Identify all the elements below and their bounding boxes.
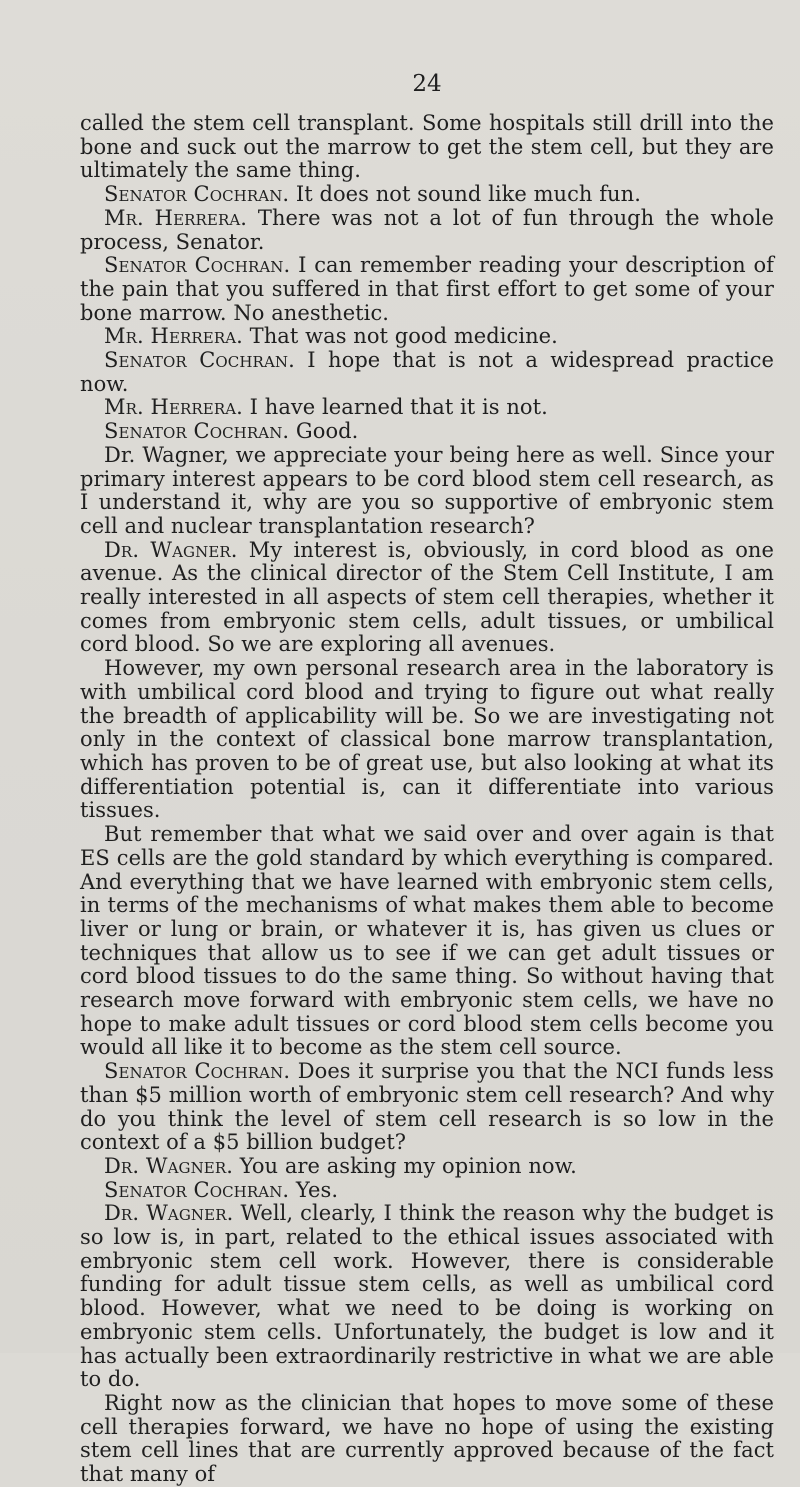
paragraph	[80, 1202, 774, 1392]
paragraph	[80, 183, 774, 207]
speaker-name: Senator Cochran.	[104, 1059, 291, 1084]
body-text	[80, 112, 774, 1487]
speaker-name: Senator Cochran.	[104, 253, 291, 278]
speaker-name: Senator Cochran.	[104, 419, 290, 444]
paragraph	[80, 1155, 774, 1179]
paragraph-text: But remember that what we said over and over again is that ES cells are the gold standard by which everything is compared. And everything that we have learned with embryonic stem cells, in terms of the mechanisms of what makes them able to become liver or lung or brain, or whatever it is, has given us clues or techniques that allow us to see if we can get adult tissues or cord blood tissues to do the same thing. So without having that research move forward with embryonic stem cells, we have no hope to make adult tissues or cord blood stem cells become you would all like it to become as the stem cell source.	[80, 822, 774, 1060]
paragraph-text: I have learned that it is not.	[242, 395, 548, 420]
paragraph-text: I hope that is not a widespread practice now.	[80, 348, 774, 396]
paragraph	[80, 823, 774, 1060]
page-number: 24	[412, 71, 442, 97]
speaker-name: Dr. Wagner.	[104, 1201, 234, 1226]
speaker-name: Mr. Herrera.	[104, 205, 248, 230]
paragraph-text: I can remember reading your description of the pain that you suffered in that first effort to get some of your bone marrow. No anesthetic.	[80, 253, 774, 325]
paragraph	[80, 254, 774, 325]
paragraph-text: That was not good medicine.	[242, 324, 558, 349]
paragraph-text: You are asking my opinion now.	[233, 1153, 577, 1178]
paragraph-text: However, my own personal research area in the laboratory is with umbilical cord blood and trying to figure out what really the breadth of applicability will be. So we are investigating not only in the context of classical bone marrow transplantation, which has proven to be of great use, but also looking at what its differentiation potential is, can it differentiate into various tissues.	[80, 656, 774, 823]
paragraph	[80, 349, 774, 396]
paragraph-text: It does not sound like much fun.	[289, 182, 641, 207]
paragraph	[80, 539, 774, 658]
paragraph-text: Right now as the clinician that hopes to move some of these cell therapies forward, we have no hope of using the existing stem cell lines that are currently approved because of the fact that many of	[80, 1390, 774, 1487]
paragraph	[80, 420, 774, 444]
paragraph	[80, 657, 774, 823]
speaker-name: Mr. Herrera.	[104, 395, 243, 420]
paragraph-text: Does it surprise you that the NCI funds less than $5 million worth of embryonic stem cell research? And why do you think the level of stem cell research is so low in the context of a $5 billion budget?	[80, 1059, 774, 1155]
paragraph-text: Yes.	[289, 1177, 339, 1202]
speaker-name: Senator Cochran.	[104, 348, 295, 373]
paragraph-text: Good.	[289, 419, 359, 444]
paragraph	[80, 396, 774, 420]
paragraph-text: My interest is, obviously, in cord blood as one avenue. As the clinical director of the Stem Cell Institute, I am really interested in all aspects of stem cell therapies, whether it comes from embryonic stem cells, adult tissues, or umbilical cord blood. So we are exploring all avenues.	[80, 537, 774, 657]
speaker-name: Dr. Wagner.	[104, 1153, 234, 1178]
speaker-name: Dr. Wagner.	[104, 537, 238, 562]
paragraph	[80, 1392, 774, 1487]
paragraph	[80, 444, 774, 539]
paragraph-text: called the stem cell transplant. Some hospitals still drill into the bone and suck out the marrow to get the stem cell, but they are ultimately the same thing.	[80, 111, 774, 183]
speaker-name: Mr. Herrera.	[104, 324, 243, 349]
speaker-name: Senator Cochran.	[104, 1177, 290, 1202]
paragraph-text: There was not a lot of fun through the whole process, Senator.	[80, 205, 774, 254]
speaker-name: Senator Cochran.	[104, 182, 290, 207]
paragraph	[80, 325, 774, 349]
paragraph	[80, 1060, 774, 1155]
paragraph	[80, 1179, 774, 1203]
paragraph-text: Well, clearly, I think the reason why the budget is so low is, in part, related to the ethical issues associated with embryonic stem cell work. However, there is considerable funding for adult tissue stem cells, as well as umbilical cord blood. However, what we need to be doing is working on embryonic stem cells. Unfortunately, the budget is low and it has actually been extraordinarily restrictive in what we are able to do.	[80, 1201, 774, 1392]
paragraph	[80, 112, 774, 183]
paragraph-text: Dr. Wagner, we appreciate your being here as well. Since your primary interest appears to be cord blood stem cell research, as I understand it, why are you so supportive of embryonic stem cell and nuclear transplantation research?	[80, 442, 774, 538]
paragraph	[80, 207, 774, 254]
